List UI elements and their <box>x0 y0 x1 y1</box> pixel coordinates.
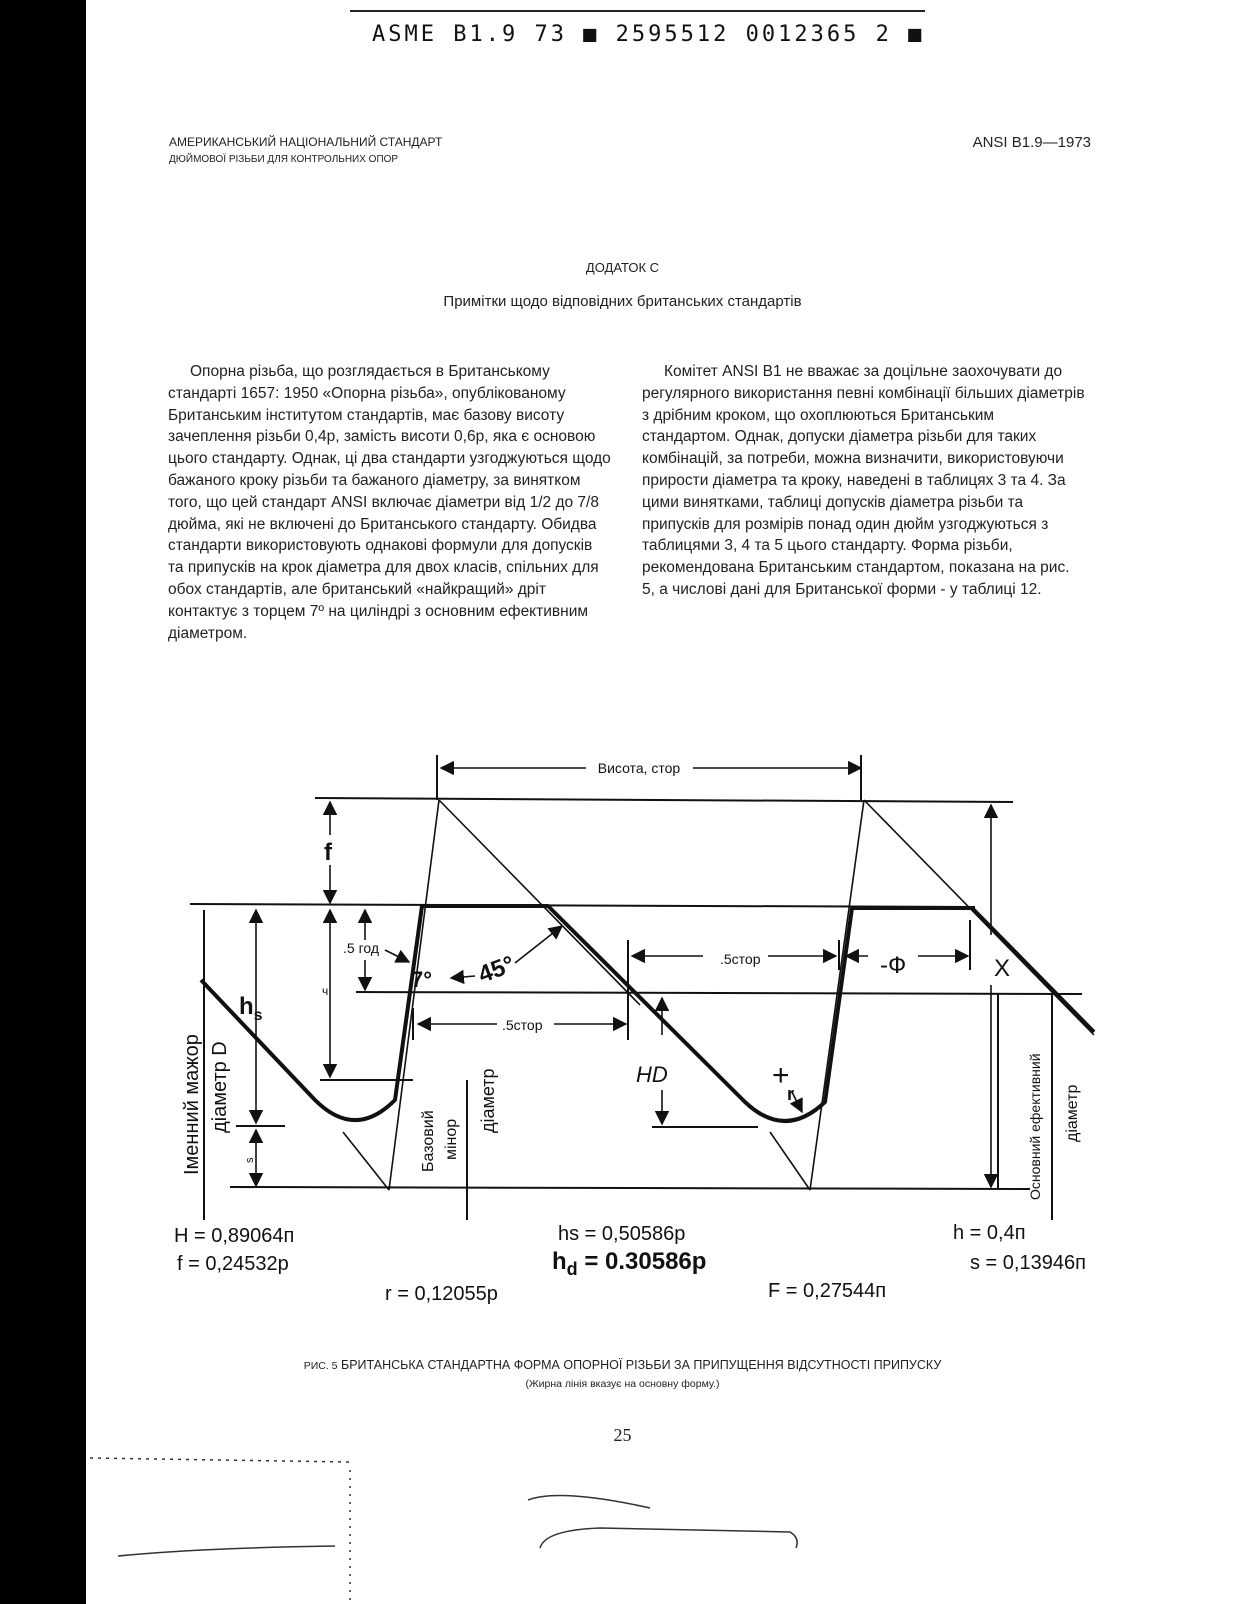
label-basic-minor-1: Базовий <box>420 1110 437 1172</box>
label-45-degree: 45° <box>474 950 519 989</box>
appendix-subtitle: Примітки щодо відповідних британських стандартів <box>443 293 802 310</box>
formula-f: f = 0,24532p <box>177 1253 289 1275</box>
standard-number: ANSI B1.9—1973 <box>972 134 1091 151</box>
formula-hs: hs = 0,50586p <box>558 1223 686 1245</box>
figure-number: РИС. 5 <box>303 1360 338 1372</box>
label-basic-minor-3: діаметр <box>478 1068 498 1133</box>
document-code: ASME B1.9 73 ■ 2595512 0012365 2 ■ <box>372 22 925 47</box>
label-half-pitch-2: .5стор <box>720 951 761 967</box>
formula-hd: $h_d = 0.30586p$ <box>552 1248 707 1279</box>
label-r: r <box>787 1084 795 1104</box>
label-f: f <box>324 839 332 866</box>
label-basic-minor-2: мінор <box>443 1118 460 1160</box>
label-plus: + <box>772 1059 790 1092</box>
label-nominal-major-2: діаметр D <box>209 1041 231 1133</box>
label-x: X <box>994 955 1011 982</box>
label-half-pitch-1: .5стор <box>502 1017 543 1033</box>
appendix-title: ДОДАТОК С <box>585 260 660 275</box>
label-hs: $h_s$ <box>239 993 263 1024</box>
label-basic-effective-1: Основний ефективний <box>1027 1053 1043 1200</box>
label-s: s <box>244 1157 256 1163</box>
page-number: 25 <box>613 1425 632 1445</box>
label-pitch: Висота, стор <box>597 760 681 776</box>
formula-H: H = 0,89064п <box>174 1225 295 1247</box>
label-ch: ч <box>322 984 329 998</box>
figure-note: (Жирна лінія вказує на основну форму.) <box>525 1378 720 1390</box>
label-basic-effective-2: діаметр <box>1064 1084 1081 1142</box>
formula-s: s = 0,13946п <box>970 1252 1086 1274</box>
formula-F: F = 0,27544п <box>768 1280 887 1302</box>
formula-h: h = 0,4п <box>953 1222 1026 1244</box>
formula-r: r = 0,12055p <box>385 1283 498 1305</box>
label-minus-phi: -Ф <box>880 952 907 979</box>
label-nominal-major-1: Іменний мажор <box>181 1034 203 1175</box>
label-hd: HD <box>636 1062 668 1087</box>
standard-scope: ДЮЙМОВОЇ РІЗЬБИ ДЛЯ КОНТРОЛЬНИХ ОПОР <box>169 154 399 165</box>
figure-title: БРИТАНСЬКА СТАНДАРТНА ФОРМА ОПОРНОЇ РІЗЬБИ ЗА ПРИПУЩЕННЯ ВІДСУТНОСТІ ПРИПУСКУ <box>341 1358 942 1372</box>
label-7-degree: 7° <box>411 967 433 992</box>
standard-name: АМЕРИКАНСЬКИЙ НАЦІОНАЛЬНИЙ СТАНДАРТ <box>169 135 443 149</box>
label-half-hour: .5 год <box>343 940 380 956</box>
body-paragraph-left: Опорна різьба, що розглядається в Британському стандарті 1657: 1950 «Опорна різьба», опублікованому Британським інститутом стандартів, має базову висоту зачеплення різьби 0,4p, замість висоти 0,6p, яка є основою цього стандарту. Однак, ці два стандарти узгоджуються щодо бажаного кроку різьби та бажаного діаметру, за винятком того, що цей стандарт ANSI включає діаметри від 1/2 до 7/8 дюйма, які не включені до Британського стандарту. Обидва стандарти використовують однакові формули для допусків та припусків на крок діаметра для двох класів, спільних для обох стандартів, але британський «найкращий» дріт контактує з торцем 7º на циліндрі з основним ефективним діаметром. <box>168 363 611 642</box>
body-paragraph-right: Комітет ANSI B1 не вважає за доцільне заохочувати до регулярного використання певні комбінації більших діаметрів з дрібним кроком, що охоплюються Британським стандартом. Однак, допуски діаметра різьби для таких комбінацій, за потреби, можна визначити, використовуючи прирости діаметра та кроку, наведені в таблицях 3 та 4. За цими винятками, таблиці допусків діаметра різьби та припусків для розмірів понад один дюйм узгоджуються з таблицями 3, 4 та 5 цього стандарту. Форма різьби, рекомендована Британським стандартом, показана на рис. 5, а числові дані для Британської форми - у таблиці 12. <box>642 363 1085 598</box>
